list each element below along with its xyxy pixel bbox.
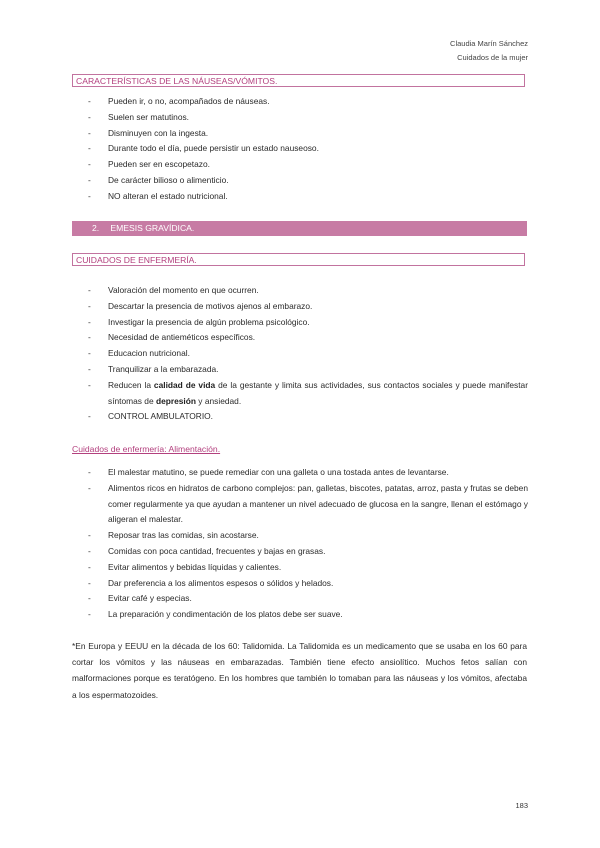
bold-text: depresión [155,395,196,406]
list-item: - Pueden ir, o no, acompañados de náuseas. [88,94,528,110]
list-item: - El malestar matutino, se puede remediar con una galleta o una tostada antes de levantarse. [88,465,528,481]
list-item: - Valoración del momento en que ocurren. [88,283,528,299]
page-header [450,37,528,65]
section-title-caracteristicas: CARACTERÍSTICAS DE LAS NÁUSEAS/VÓMITOS. [72,74,525,87]
list-item: - Reposar tras las comidas, sin acostarse. [88,528,528,544]
list-item: - Evitar alimentos y bebidas líquidas y calientes. [88,560,528,576]
list-item: - Comidas con poca cantidad, frecuentes y bajas en grasas. [88,544,528,560]
list-item: - Dar preferencia a los alimentos espesos o sólidos y helados. [88,576,528,592]
list-item: - Descartar la presencia de motivos ajenos al embarazo. [88,299,528,315]
section-number: 2. [92,223,100,233]
list-item: - Investigar la presencia de algún problema psicológico. [88,315,528,331]
talidomida-note: *En Europa y EEUU en la década de los 60: Talidomida. La Talidomida es un medicamento que se usaba en los 60 para cortar los vómitos y las náuseas en embarazadas. También tiene efecto ansiolítico. Muchos fetos salían con malformaciones porque es teratógeno. En los hombres que también lo tomaban para las náuseas y los vómitos, afectaba a los espermatozoides. [72,641,527,700]
list-item: - Disminuyen con la ingesta. [88,126,528,142]
alimentacion-list [88,465,528,623]
cuidados-list [88,283,528,425]
page-number: 183 [515,801,528,810]
text-run: y ansiedad. [195,395,242,406]
section-title-emesis [72,221,527,236]
list-item: - Durante todo el día, puede persistir un estado nauseoso. [88,141,528,157]
list-item: - Alimentos ricos en hidratos de carbono complejos: pan, galletas, biscotes, patatas, arroz, pasta y frutas se deben comer regularmente ya que ayudan a mantener un nivel adecuado de glucosa en la sangre, llenan el estómago y aligeran el malestar. [88,481,528,528]
text-run: Reducen la [108,379,154,390]
list-item: - NO alteran el estado nutricional. [88,189,528,205]
list-item: - Educacion nutricional. [88,346,528,362]
subsection-title-alimentacion: Cuidados de enfermería: Alimentación. [72,444,221,454]
list-item: - CONTROL AMBULATORIO. [88,409,528,425]
bold-text: calidad de vida [153,379,216,390]
list-item: - De carácter bilioso o alimenticio. [88,173,528,189]
list-item: - Necesidad de antieméticos específicos. [88,330,528,346]
list-item: - Evitar café y especias. [88,591,528,607]
list-item-calidad-de-vida [88,378,528,410]
list-item: - Tranquilizar a la embarazada. [88,362,528,378]
header-subject: Cuidados de la mujer [457,53,528,62]
list-item: - Pueden ser en escopetazo. [88,157,528,173]
section-title-text: EMESIS GRAVÍDICA. [110,223,195,233]
list-item: - La preparación y condimentación de los platos debe ser suave. [88,607,528,623]
section-title-cuidados: CUIDADOS DE ENFERMERÍA. [72,253,525,266]
list-item: - Suelen ser matutinos. [88,110,528,126]
header-author: Claudia Marín Sánchez [450,39,528,48]
text-run: de la gestante y limita sus actividades, sus contactos sociales y puede manifestar síntomas de [108,379,529,406]
caracteristicas-list [88,94,528,205]
